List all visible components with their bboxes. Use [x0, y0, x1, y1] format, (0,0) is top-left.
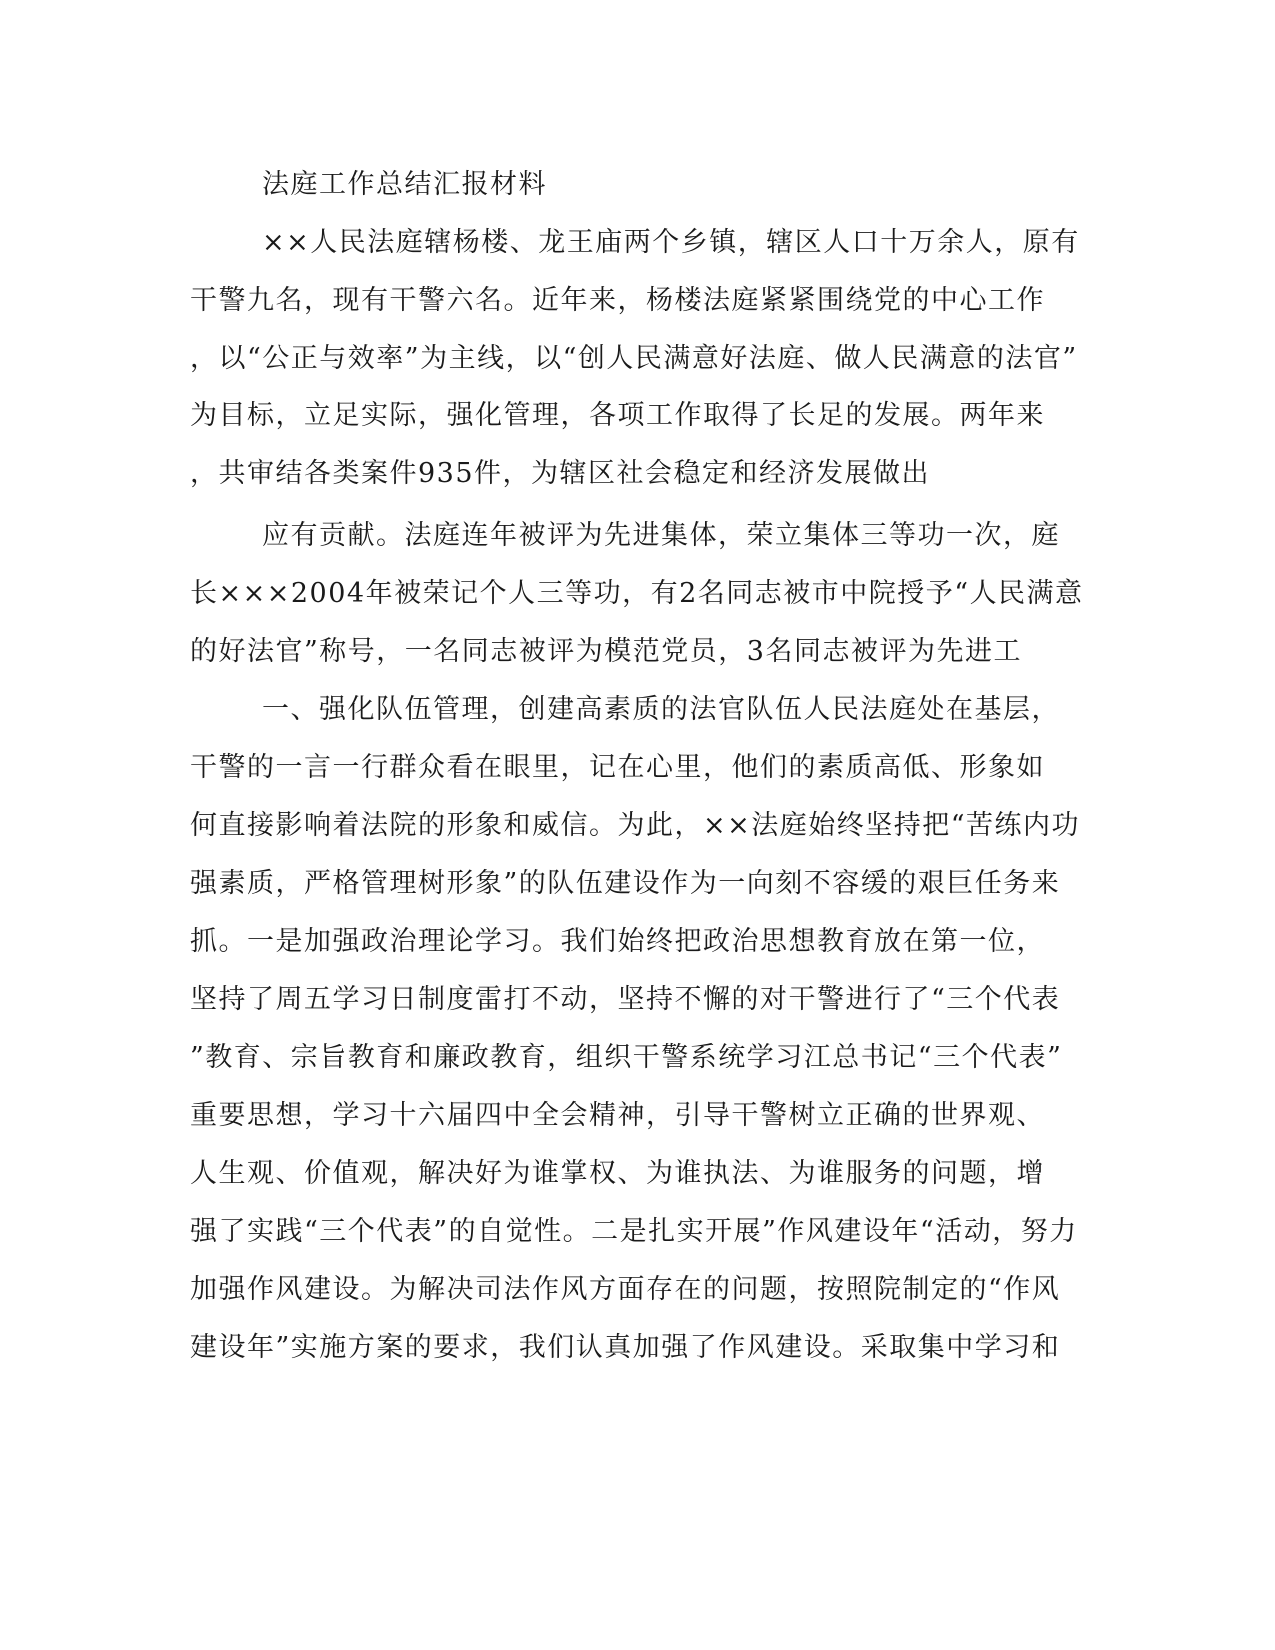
paragraph-line: ”教育、宗旨教育和廉政教育，组织干警系统学习江总书记“三个代表”	[190, 1042, 1063, 1073]
paragraph-line: 坚持了周五学习日制度雷打不动，坚持不懈的对干警进行了“三个代表	[190, 984, 1061, 1015]
paragraph-line: 何直接影响着法院的形象和威信。为此，××法庭始终坚持把“苦练内功	[190, 810, 1081, 841]
paragraph-line: 干警的一言一行群众看在眼里，记在心里，他们的素质高低、形象如	[190, 752, 1045, 783]
paragraph-line: ，共审结各类案件935件，为辖区社会稳定和经济发展做出	[190, 458, 931, 489]
paragraph-line: 重要思想，学习十六届四中全会精神，引导干警树立正确的世界观、	[190, 1100, 1045, 1131]
paragraph-line: 的好法官”称号，一名同志被评为模范党员，3名同志被评为先进工	[190, 636, 1022, 667]
paragraph-line: ，以“公正与效率”为主线，以“创人民满意好法庭、做人民满意的法官”	[190, 343, 1078, 374]
paragraph-line: 干警九名，现有干警六名。近年来，杨楼法庭紧紧围绕党的中心工作	[190, 285, 1045, 316]
paragraph-line: 建设年”实施方案的要求，我们认真加强了作风建设。采取集中学习和	[190, 1332, 1061, 1363]
paragraph-line: 强了实践“三个代表”的自觉性。二是扎实开展”作风建设年“活动，努力	[190, 1216, 1078, 1247]
paragraph-line: 人生观、价值观，解决好为谁掌权、为谁执法、为谁服务的问题，增	[190, 1158, 1045, 1189]
paragraph-line: ××人民法庭辖杨楼、龙王庙两个乡镇，辖区人口十万余人，原有	[262, 227, 1080, 258]
paragraph-line: 一、强化队伍管理，创建高素质的法官队伍人民法庭处在基层，	[262, 694, 1060, 725]
paragraph-line: 强素质，严格管理树形象”的队伍建设作为一向刻不容缓的艰巨任务来	[190, 868, 1061, 899]
paragraph-line: 长×××2004年被荣记个人三等功，有2名同志被市中院授予“人民满意	[190, 578, 1084, 609]
paragraph-line: 应有贡献。法庭连年被评为先进集体，荣立集体三等功一次，庭	[262, 520, 1060, 551]
document-title: 法庭工作总结汇报材料	[262, 169, 547, 200]
paragraph-line: 加强作风建设。为解决司法作风方面存在的问题，按照院制定的“作风	[190, 1274, 1061, 1305]
paragraph-line: 抓。一是加强政治理论学习。我们始终把政治思想教育放在第一位，	[190, 926, 1045, 957]
paragraph-line: 为目标，立足实际，强化管理，各项工作取得了长足的发展。两年来	[190, 400, 1045, 431]
